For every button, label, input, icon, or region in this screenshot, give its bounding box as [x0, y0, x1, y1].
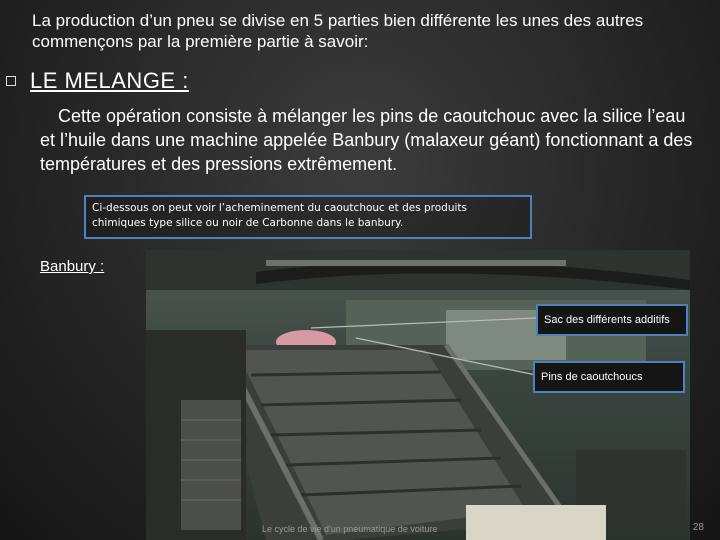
- footer-text: Le cycle de vie d'un pneumatique de voiture: [262, 524, 438, 534]
- callout-additives: Sac des différents additifs: [536, 304, 688, 336]
- caption-box: Ci-dessous on peut voir l’acheminement du caoutchouc et des produits chimiques type silice ou noir de Carbonne dans le banbury.: [84, 195, 532, 239]
- callout-rubber: Pins de caoutchoucs: [533, 361, 685, 393]
- banbury-label: Banbury :: [40, 258, 105, 275]
- description-text: Cette opération consiste à mélanger les pins de caoutchouc avec la silice l’eau et l’huile dans une machine appelée Banbury (malaxeur géant) fonctionnant a des températures et des pressions extrêmement.: [40, 106, 693, 174]
- banbury-photo-illustration: [146, 250, 690, 540]
- intro-text: La production d’un pneu se divise en 5 parties bien différente les unes des autres commençons par la première partie à savoir:: [32, 11, 644, 51]
- section-heading: LE MELANGE :: [30, 68, 189, 93]
- banbury-photo: [146, 250, 690, 540]
- section-heading-row: [6, 66, 189, 96]
- square-bullet-icon: [6, 76, 16, 86]
- page-number: 28: [692, 522, 704, 533]
